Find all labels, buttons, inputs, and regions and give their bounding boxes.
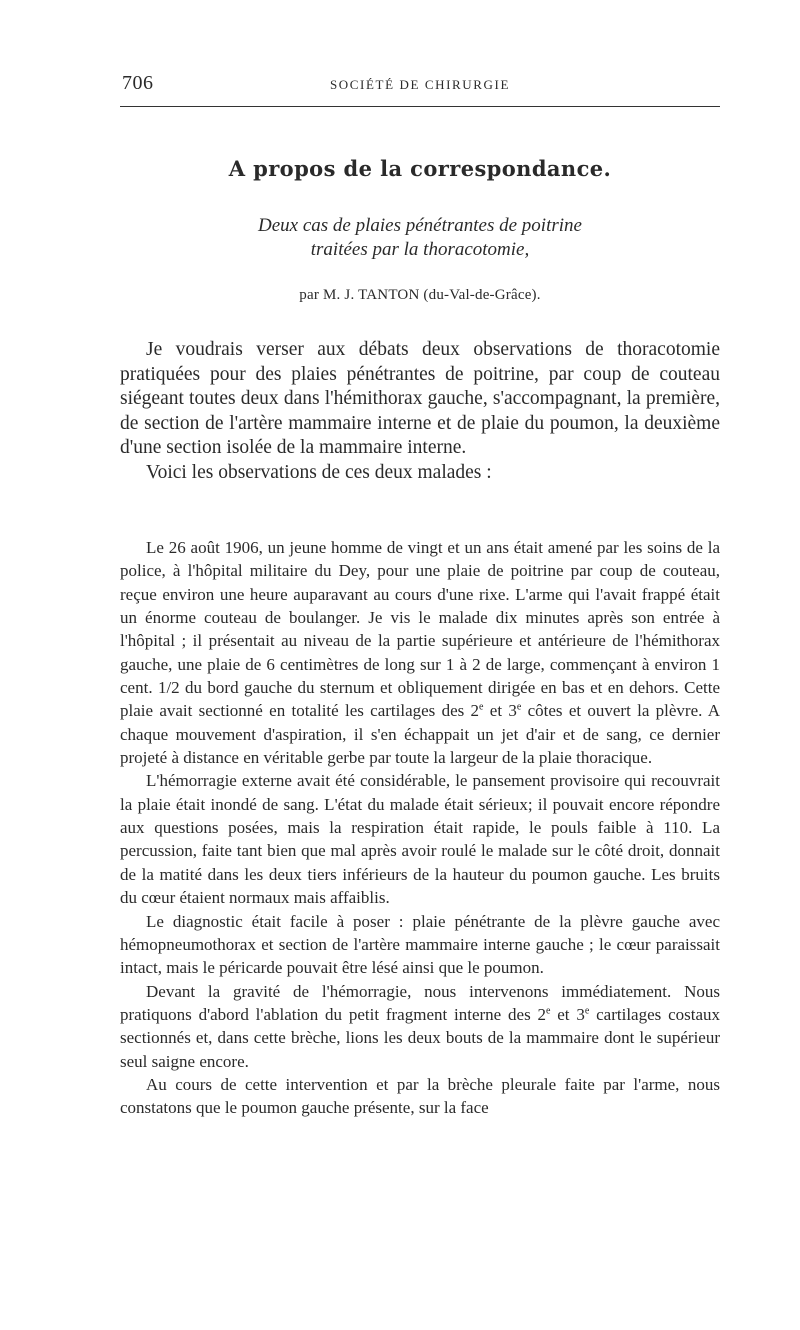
rib-number: 3 bbox=[576, 1004, 585, 1024]
intro-paragraph-1: Je voudrais verser aux débats deux observations de thoracotomie pratiquées pour des plaies pénétrantes de poitrine, par coup de couteau siégeant toutes deux dans l'hémithorax gauche, s'accompagnant, la première, de section de l'artère mammaire interne et de plaie du poumon, la deuxième d'une section isolée de la mammaire interne. bbox=[120, 339, 720, 459]
rib-number: 2 bbox=[470, 701, 480, 721]
observation-paragraph-3: Le diagnostic était facile à poser : plaie pénétrante de la plèvre gauche avec hémopneumothorax et section de l'artère mammaire interne gauche ; le cœur paraissait intact, mais le péricarde pouvait être lésé ainsi que le poumon. bbox=[120, 911, 720, 978]
observation-text bbox=[120, 536, 720, 1120]
article-subtitle bbox=[120, 214, 720, 262]
observation-paragraph-4 bbox=[120, 980, 720, 1073]
subtitle-line-1: Deux cas de plaies pénétrantes de poitrine bbox=[258, 215, 582, 236]
observation-p4-end: cartilages costaux sectionnés et, dans cette brèche, lions les deux bouts de la mammaire dont le supérieur seul saigne encore. bbox=[120, 1004, 720, 1071]
ordinal-suffix: e bbox=[516, 701, 522, 713]
observation-paragraph-5: Au cours de cette intervention et par la brèche pleurale faite par l'arme, nous constatons que le poumon gauche présente, sur la face bbox=[120, 1074, 720, 1118]
observation-paragraph-1 bbox=[120, 536, 720, 769]
introduction bbox=[120, 338, 720, 486]
running-head bbox=[120, 72, 720, 96]
conjunction: et bbox=[557, 1004, 570, 1024]
observation-p1-end: côtes et ouvert la plèvre. A chaque mouvement d'aspiration, il s'en échappait un jet d'air et de sang, ce dernier projeté à distance en véritable gerbe par toute la largeur de la plaie thoracique. bbox=[120, 701, 721, 768]
observation-p4-text: Devant la gravité de l'hémorragie, nous intervenons immédiatement. Nous pratiquons d'abord l'ablation du petit fragment interne des bbox=[120, 981, 720, 1024]
page-number: 706 bbox=[122, 72, 154, 94]
rib-number: 3 bbox=[508, 701, 517, 721]
rib-number: 2 bbox=[537, 1004, 546, 1024]
ordinal-suffix: e bbox=[584, 1005, 590, 1017]
observation-p1-text: Le 26 août 1906, un jeune homme de vingt et un ans était amené par les soins de la police, à l'hôpital militaire du Dey, pour une plaie de poitrine par coup de couteau, reçue environ une heure auparavant au cours d'une rixe. L'arme qui l'avait frappé était un énorme couteau de boulanger. Je vis le malade dix minutes après son entrée à l'hôpital ; il présentait au niveau de la partie supérieure et antérieure de l'hémithorax gauche, une plaie de 6 centimètres de long sur 1 à 2 de large, commençant à environ 1 cent. 1/2 du bord gauche du sternum et obliquement dirigée en bas et en dehors. Cette plaie avait sectionné en totalité les cartilages des bbox=[120, 538, 720, 721]
author-byline: par M. J. TANTON (du-Val-de-Grâce). bbox=[299, 287, 541, 303]
journal-title: SOCIÉTÉ DE CHIRURGIE bbox=[329, 77, 511, 92]
ordinal-suffix: e bbox=[546, 1005, 551, 1017]
article-title: A propos de la correspondance. bbox=[228, 156, 612, 181]
ordinal-suffix: e bbox=[479, 701, 484, 713]
subtitle-line-2: traitées par la thoracotomie, bbox=[310, 239, 530, 260]
intro-paragraph-2: Voici les observations de ces deux malades : bbox=[146, 461, 492, 483]
observation-paragraph-2: L'hémorragie externe avait été considérable, le pansement provisoire qui recouvrait la plaie était inondé de sang. L'état du malade était sérieux; il pouvait encore répondre aux questions posées, mais la respiration était rapide, le pouls faible à 110. La percussion, faite tant bien que mal après avoir roulé le malade sur le côté droit, donnait de la matité dans les deux tiers inférieurs de la hauteur du poumon gauche. Les bruits du cœur étaient normaux mais affaiblis. bbox=[120, 771, 720, 908]
conjunction: et bbox=[489, 701, 503, 721]
header-rule bbox=[120, 106, 720, 107]
